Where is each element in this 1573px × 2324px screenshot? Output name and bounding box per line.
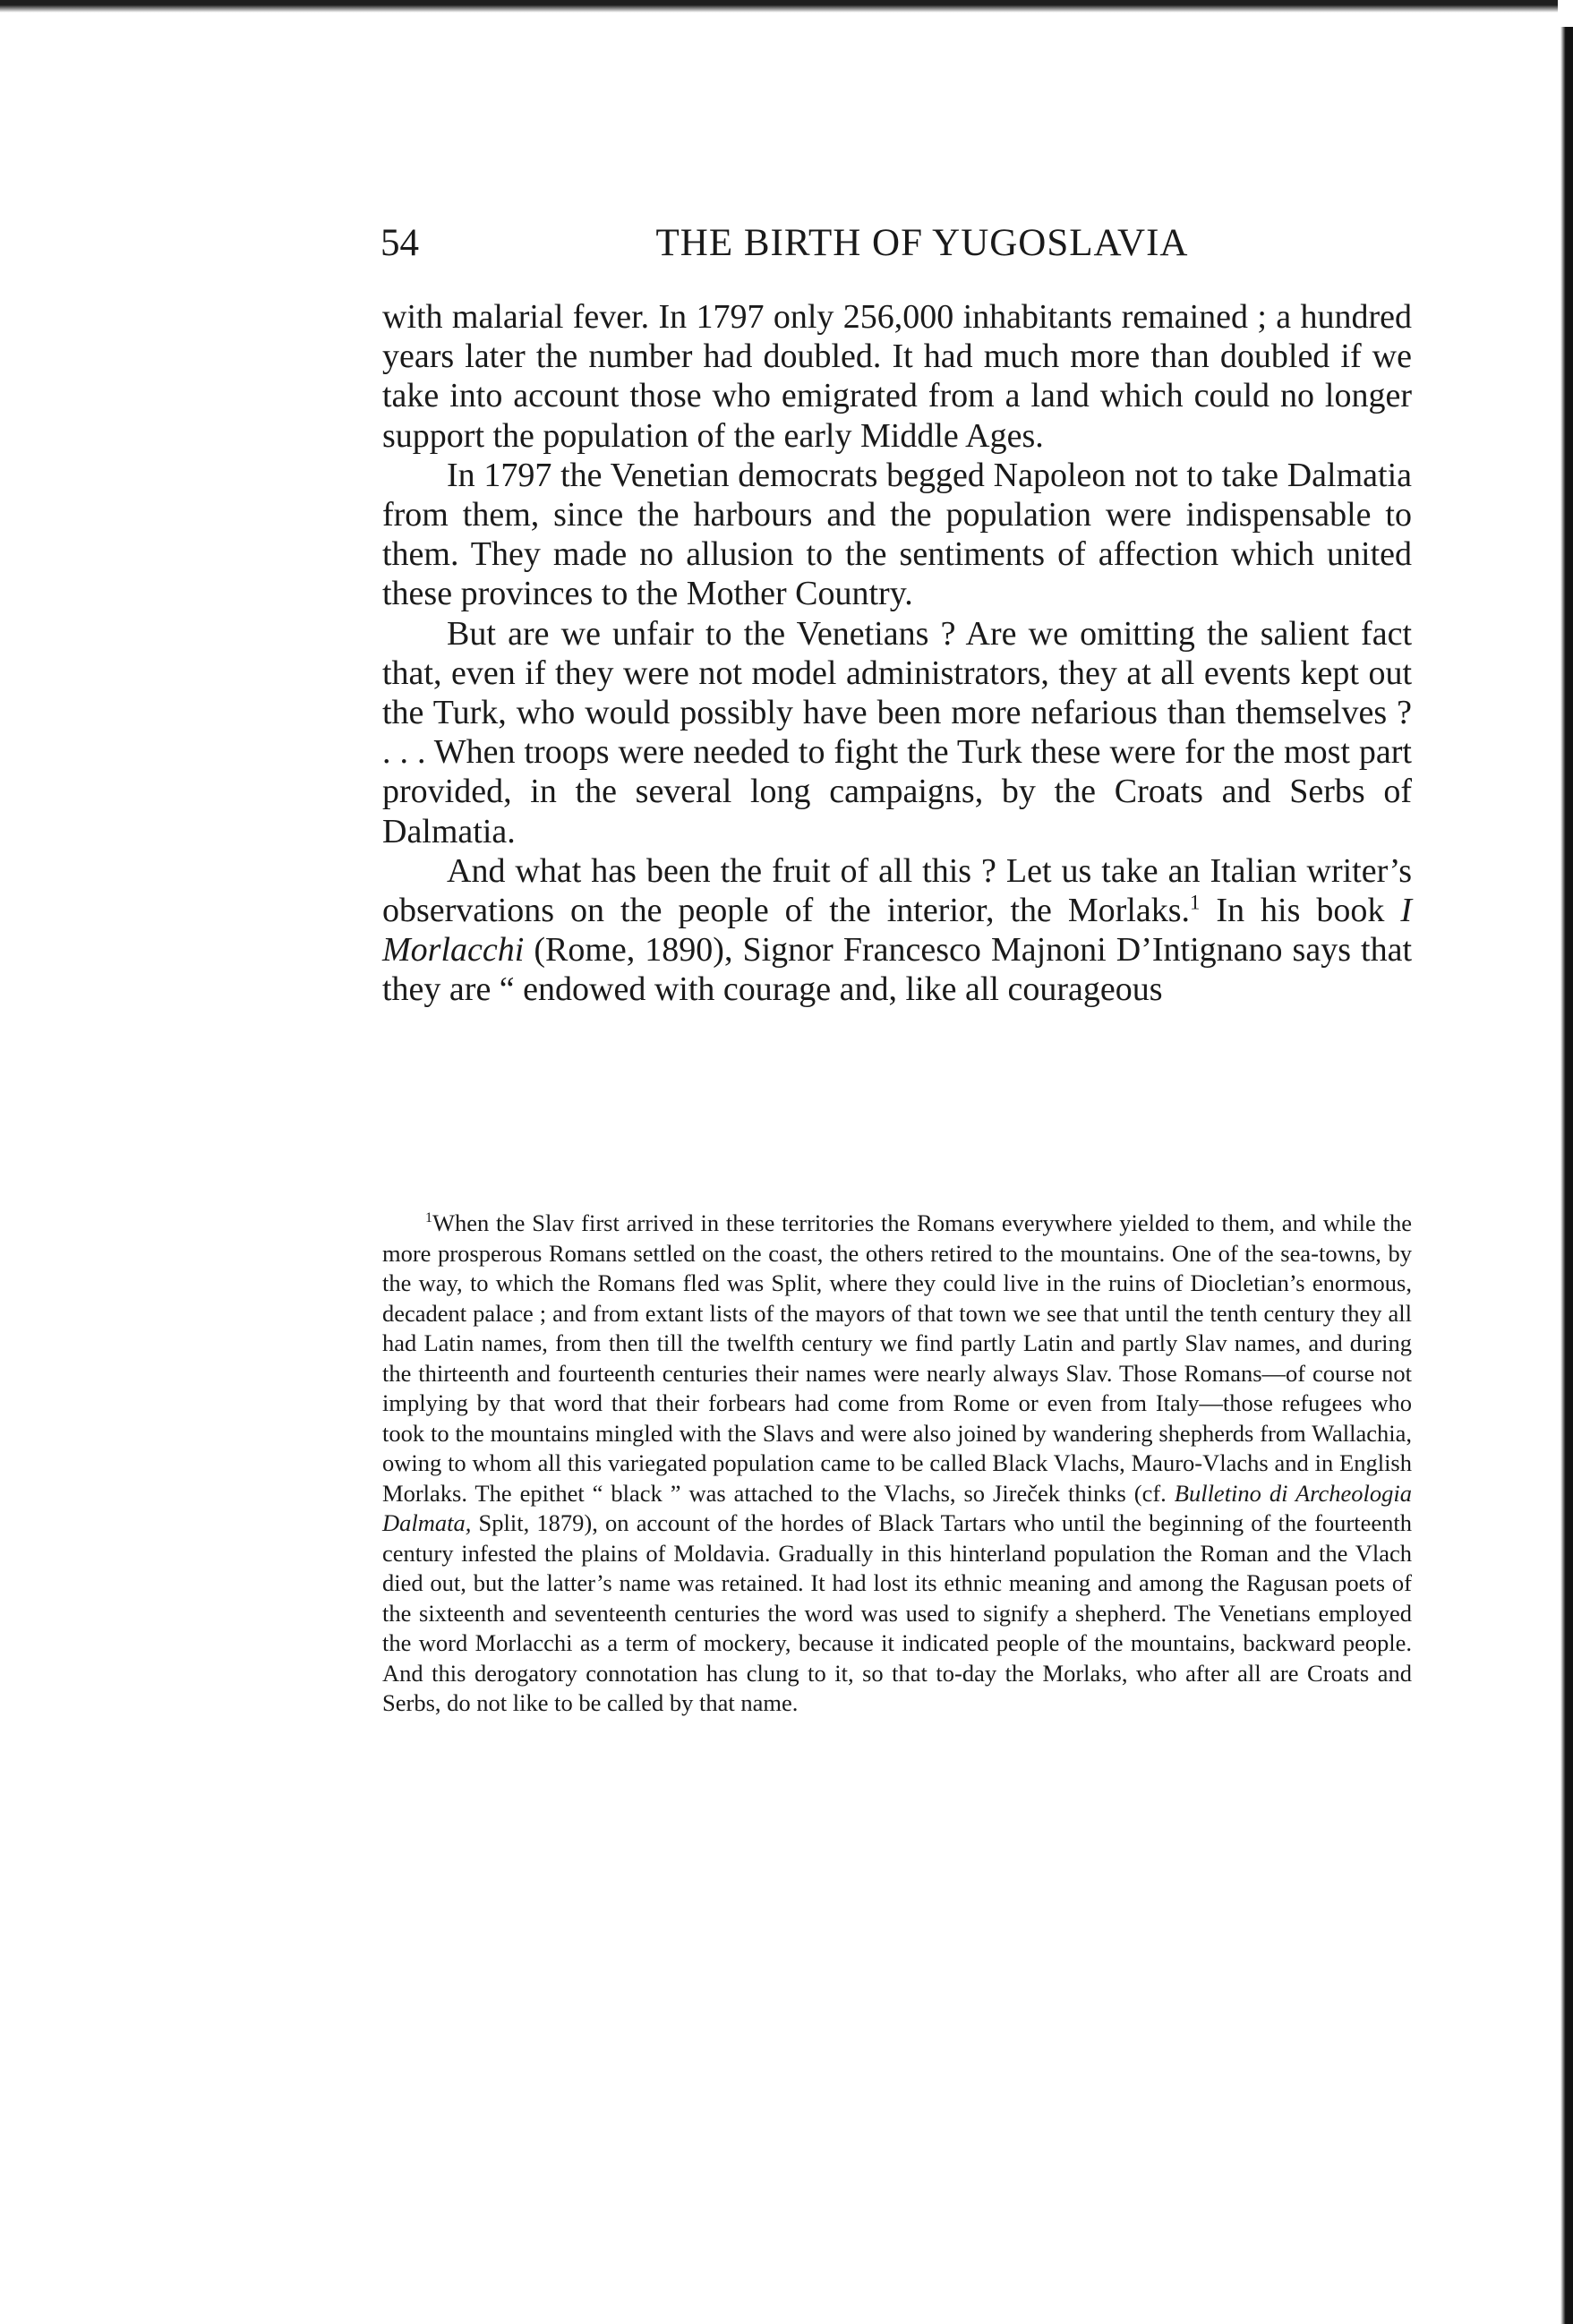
body-text <box>382 297 1412 1010</box>
page-number: 54 <box>380 222 419 264</box>
book-title: I Morlacchi <box>382 892 1412 970</box>
footnote-paragraph <box>382 1209 1412 1719</box>
footnote-text-b: Split, 1879), on account of the hordes of Black Tartars who until the beginning of the fourteenth century infested the plains of Moldavia. Gradually in this hinterland population the Roman and the Vlach died out, but the latter’s name was retained. It had lost its ethnic meaning and among the Ragusan poets of the sixteenth and seventeenth centuries the word was used to signify a shepherd. The Venetians employed the word Morlacchi as a term of mockery, because it indicated people of the mountains, backward people. And this derogatory connotation has clung to it, so that to-day the Morlaks, who after all are Croats and Serbs, do not like to be called by that name. <box>382 1509 1412 1716</box>
page-header <box>380 221 1410 266</box>
journal-title: Bulletino di Archeologia Dalmata, <box>382 1479 1412 1536</box>
footnote-text-a: When the Slav first arrived in these territories the Romans everywhere yielded to them, and while the more prosperous Romans settled on the coast, the others retired to the mountains. One of the sea-towns, by the way, to which the Romans fled was Split, where they could live in the ruins of Diocletian’s enormous, decadent palace ; and from extant lists of the mayors of that town we see that until the tenth century they all had Latin names, from then till the twelfth century we find partly Latin and partly Slav names, and during the thirteenth and fourteenth centuries their names were nearly always Slav. Those Romans—of course not implying by that word that their forbears had come from Rome or even from Italy—those refugees who took to the mountains mingled with the Slavs and were also joined by wandering shepherds from Wallachia, owing to whom all this variegated population came to be called Black Vlachs, Mauro-Vlachs and in English Morlaks. The epithet “ black ” was attached to the Vlachs, so Jireček thinks (cf. <box>382 1209 1412 1507</box>
paragraph-1: with malarial fever. In 1797 only 256,000 inhabitants remained ; a hundred years later the number had doubled. It had much more than doubled if we take into account those who emigrated from a land which could no longer support the population of the early Middle Ages. <box>382 298 1412 455</box>
footnote <box>382 1209 1412 1719</box>
paragraph-4-part-c: (Rome, 1890), Signor Francesco Majnoni D’Intignano says that they are “ endowed with courage and, like all courageous <box>382 931 1412 1009</box>
paragraph-3: But are we unfair to the Venetians ? Are we omitting the salient fact that, even if they were not model administrators, they at all events kept out the Turk, who would possibly have been more nefarious than themselves ? . . . When troops were needed to fight the Turk these were for the most part provided, in the several long campaigns, by the Croats and Serbs of Dalmatia. <box>382 614 1412 850</box>
paragraph-4-part-a: And what has been the fruit of all this ? Let us take an Italian writer’s observations on the people of the interior, the Morlaks. <box>382 851 1412 930</box>
scan-edge-top <box>0 0 1558 13</box>
paragraph-2: In 1797 the Venetian democrats begged Napoleon not to take Dalmatia from them, since the harbours and the population were indispensable to them. They made no allusion to the sentiments of affection which united these provinces to the Mother Country. <box>382 456 1412 613</box>
footnote-marker: 1 <box>425 1210 432 1226</box>
scan-edge-right <box>1560 27 1573 2324</box>
footnote-reference: 1 <box>1190 891 1201 914</box>
paragraph-4-part-b: In his book <box>1200 892 1401 930</box>
paragraph-4 <box>382 851 1412 1010</box>
running-title: THE BIRTH OF YUGOSLAVIA <box>655 222 1189 264</box>
